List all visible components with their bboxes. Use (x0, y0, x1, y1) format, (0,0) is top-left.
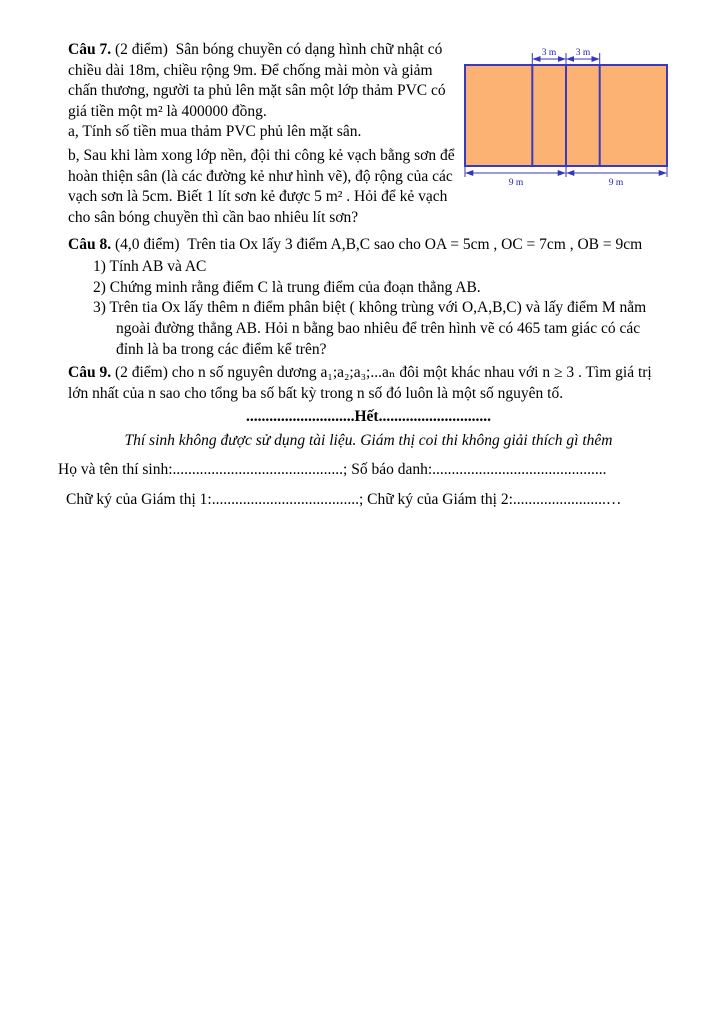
volleyball-court-diagram (463, 46, 669, 193)
q7-intro-text: Sân bóng chuyền có dạng hình chữ nhật có chiều dài 18m, chiều rộng 9m. Để chống mài mòn và giảm chấn thương, người ta phủ lên mặt sân một lớp thảm PVC có giá tiền một m² là 400000 đồng. (68, 41, 446, 120)
q8-intro-text: Trên tia Ox lấy 3 điểm A,B,C sao cho OA = 5cm , OC = 7cm , OB = 9cm (187, 236, 643, 254)
q9-text-block (68, 363, 669, 404)
het-label: Hết (354, 408, 379, 426)
q9-text: cho n số nguyên dương a₁;a₂;a₃;...aₙ đôi một khác nhau với n ≥ 3 . Tìm giá trị lớn nhất của n sao cho tổng ba số bất kỳ trong n số đó luôn là một số nguyên tố. (68, 364, 652, 402)
question-9 (68, 363, 669, 404)
dim-label-3m-left: 3 m (541, 48, 557, 58)
dim-label-9m-right: 9 m (608, 178, 624, 186)
q9-points: (2 điểm) (114, 364, 168, 382)
question-7-text (68, 40, 457, 228)
question-7 (68, 40, 669, 228)
q8-items (68, 257, 669, 360)
q7-label: Câu 7. (68, 41, 112, 58)
q8-label: Câu 8. (68, 236, 112, 254)
het-dots-right: ............................. (378, 408, 491, 426)
het-dots-left: ............................ (246, 408, 355, 426)
q7-intro (68, 40, 457, 122)
q8-item-2: 2) Chứng minh rằng điểm C là trung điểm của đoạn thẳng AB. (93, 278, 481, 296)
candidate-name-line: Họ và tên thí sinh:............................................; Số báo danh:............................................. (58, 460, 607, 478)
dim-label-9m-left: 9 m (508, 178, 524, 186)
q8-item-3: 3) Trên tia Ox lấy thêm n điểm phân biệt ( không trùng với O,A,B,C) và lấy điểm M nằm ngoài đường thẳng AB. Hỏi n bằng bao nhiêu để trên hình vẽ có 465 tam giác có các đỉnh là ba trong các điểm kể trên? (93, 299, 647, 358)
q7-part-a: a, Tính số tiền mua thảm PVC phủ lên mặt sân. (68, 123, 362, 141)
exam-note: Thí sinh không được sử dụng tài liệu. Giám thị coi thi không giải thích gì thêm (124, 431, 613, 449)
q9-label: Câu 9. (68, 364, 112, 382)
q7-points: (2 điểm) (114, 41, 168, 58)
proctor-signature-line: Chữ ký của Giám thị 1:......................................; Chữ ký của Giám thị 2:........................… (66, 491, 622, 509)
dim-label-3m-right: 3 m (575, 48, 591, 58)
exam-page (0, 0, 725, 511)
q8-intro (68, 235, 669, 256)
court-svg (463, 46, 669, 186)
q8-points: (4,0 điểm) (114, 236, 180, 254)
q7-part-b: b, Sau khi làm xong lớp nền, đội thi công kẻ vạch bằng sơn để hoàn thiện sân (là các đường kẻ như hình vẽ), độ rộng của các vạch sơn là 5cm. Biết 1 lít sơn kẻ được 5 m² . Hỏi để kẻ vạch cho sân bóng chuyền thì cần bao nhiêu lít sơn? (68, 147, 455, 226)
het-line (68, 407, 669, 428)
question-8 (68, 235, 669, 360)
q8-item-1: 1) Tính AB và AC (93, 258, 207, 276)
